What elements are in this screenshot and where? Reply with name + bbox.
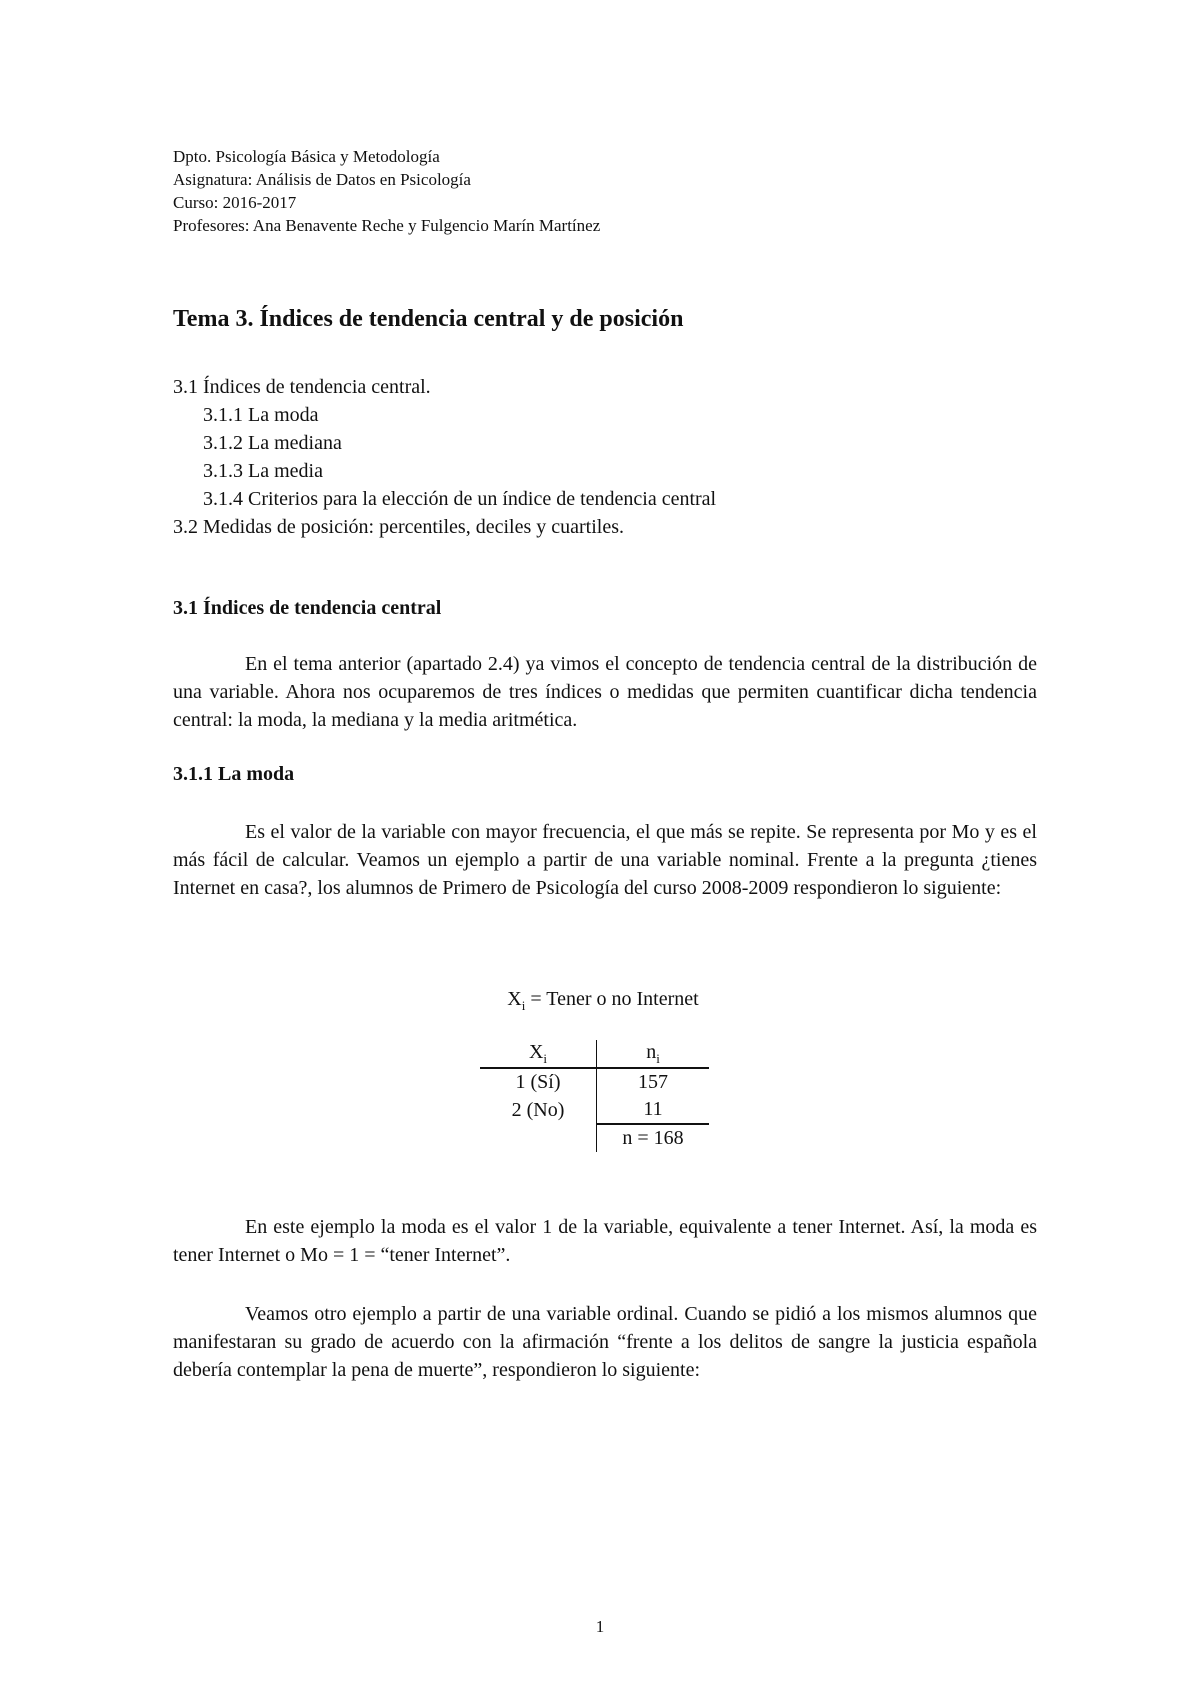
- formula-rest: = Tener o no Internet: [525, 988, 699, 1010]
- document-header: [173, 145, 600, 237]
- table-cell-n: 11: [597, 1096, 710, 1124]
- formula-var: X: [507, 988, 522, 1010]
- table-cell-x: 1 (Sí): [480, 1068, 597, 1096]
- toc-item: 3.1.1 La moda: [203, 404, 319, 426]
- section-heading-3-1-1: 3.1.1 La moda: [173, 763, 295, 785]
- table-of-contents: [173, 373, 716, 541]
- paragraph-ordinal-example: Veamos otro ejemplo a partir de una variable ordinal. Cuando se pidió a los mismos alumnos que manifestaran su grado de acuerdo con la afirmación “frente a los delitos de sangre la justicia española debería contemplar la pena de muerte”, respondieron lo siguiente:: [173, 1303, 1037, 1381]
- paragraph-mode-definition: Es el valor de la variable con mayor frecuencia, el que más se repite. Se representa por Mo y es el más fácil de calcular. Veamos un ejemplo a partir de una variable nominal. Frente a la pregunta ¿tienes Internet en casa?, los alumnos de Primero de Psicología del curso 2008-2009 respondieron lo siguiente:: [173, 821, 1037, 899]
- header-subject: Asignatura: Análisis de Datos en Psicología: [173, 170, 471, 189]
- header-department: Dpto. Psicología Básica y Metodología: [173, 147, 440, 166]
- table-header-x: $X_i$: [480, 1040, 597, 1068]
- section-heading-3-1: 3.1 Índices de tendencia central: [173, 597, 442, 619]
- toc-item: 3.1.2 La mediana: [203, 432, 342, 454]
- toc-item: 3.1.3 La media: [203, 460, 323, 482]
- header-professors: Profesores: Ana Benavente Reche y Fulgencio Marín Martínez: [173, 216, 601, 235]
- table-cell-x: 2 (No): [480, 1096, 597, 1124]
- table-total: n = 168: [622, 1127, 684, 1149]
- paragraph-central-tendency: En el tema anterior (apartado 2.4) ya vimos el concepto de tendencia central de la distribución de una variable. Ahora nos ocuparemos de tres índices o medidas que permiten cuantificar dicha tendencia central: la moda, la mediana y la media aritmética.: [173, 653, 1037, 731]
- table-cell-n: 157: [638, 1071, 668, 1093]
- paragraph-mode-example: En este ejemplo la moda es el valor 1 de la variable, equivalente a tener Internet. Así, la moda es tener Internet o Mo = 1 = “tener Internet”.: [173, 1216, 1037, 1266]
- table-row: [480, 1096, 709, 1124]
- toc-item: 3.1.4 Criterios para la elección de un índice de tendencia central: [203, 488, 717, 510]
- formula-sub: i: [521, 998, 526, 1013]
- variable-formula: [0, 988, 1200, 1014]
- page-number: 1: [595, 1617, 605, 1636]
- frequency-table: [480, 1040, 709, 1152]
- toc-item: 3.1 Índices de tendencia central.: [173, 376, 431, 398]
- table-row: [480, 1068, 709, 1096]
- document-title: Tema 3. Índices de tendencia central y de posición: [173, 306, 684, 332]
- table-total-row: [480, 1124, 709, 1152]
- toc-item: 3.2 Medidas de posición: percentiles, deciles y cuartiles.: [173, 516, 624, 538]
- table-header-n: $n_i$: [597, 1040, 710, 1068]
- header-course: Curso: 2016-2017: [173, 193, 297, 212]
